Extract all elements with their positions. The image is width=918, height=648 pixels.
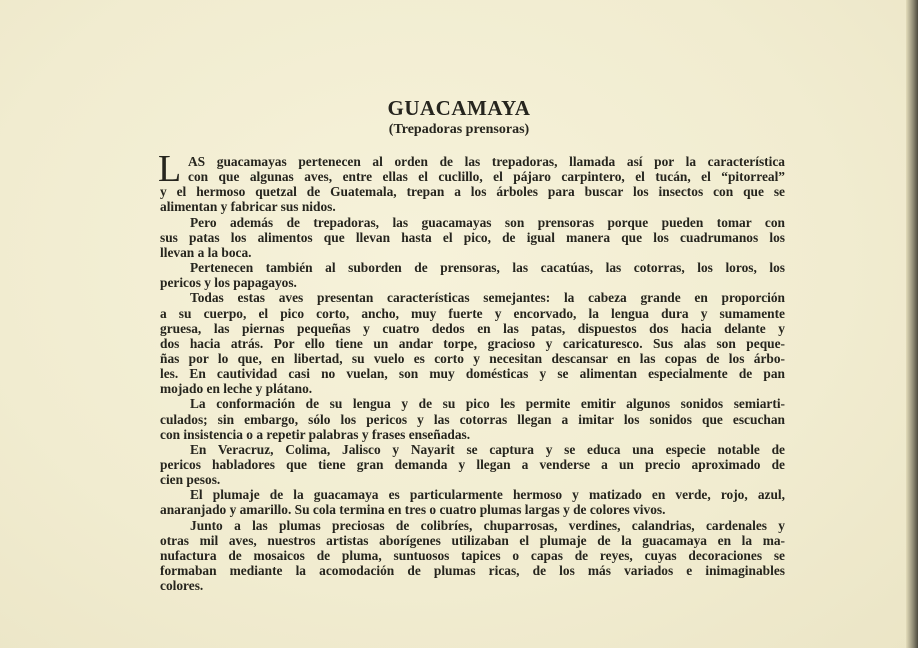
text-line: sus patas los alimentos que llevan hasta el pico, de igual manera que los cuadrumanos los: [160, 229, 785, 245]
text-line: La conformación de su lengua y de su pico les permite emitir algunos sonidos semiarti-: [190, 396, 785, 412]
text-line: cien pesos.: [160, 472, 221, 488]
text-line: anaranjado y amarillo. Su cola termina en tres o cuatro plumas largas y de colores vivos.: [160, 502, 666, 518]
text-line: otras mil aves, nuestros artistas aborígenes utilizaban el plumaje de la guacamaya en la ma-: [160, 532, 785, 548]
text-line: Junto a las plumas preciosas de colibríes, chuparrosas, verdines, calandrias, cardenales y: [190, 517, 785, 533]
text-line: con insistencia o a repetir palabras y frases enseñadas.: [160, 426, 471, 442]
text-line: formaban mediante la acomodación de plumas ricas, de los más variados e inimaginables: [160, 563, 785, 579]
text-line: Pertenecen también al suborden de prensoras, las cacatúas, las cotorras, los loros, los: [190, 260, 785, 276]
text-line: colores.: [160, 578, 204, 594]
text-line: con que algunas aves, entre ellas el cuclillo, el pájaro carpintero, el tucán, el “pitorreal”: [188, 169, 785, 185]
page-title: GUACAMAYA: [387, 96, 531, 120]
text-line: les. En cautividad casi no vuelan, son muy domésticas y se alimentan especialmente de pan: [160, 366, 785, 382]
text-line: ñas por lo que, en libertad, su vuelo es corto y necesitan descansar en las copas de los árbo-: [160, 350, 785, 366]
text-line: llevan a la boca.: [160, 244, 252, 260]
text-line: nufactura de mosaicos de pluma, suntuosos tapices o capas de reyes, cuyas decoraciones se: [160, 547, 785, 563]
text-line: mojado en leche y plátano.: [160, 381, 313, 397]
text-line: y el hermoso quetzal de Guatemala, trepan a los árboles para buscar los insectos con que se: [160, 184, 785, 200]
drop-cap: L: [158, 148, 182, 190]
text-line: En Veracruz, Colima, Jalisco y Nayarit se captura y se educa una especie notable de: [190, 441, 785, 457]
text-line: Pero además de trepadoras, las guacamayas son prensoras porque pueden tomar con: [190, 214, 785, 230]
text-line: Todas estas aves presentan características semejantes: la cabeza grande en proporción: [190, 290, 785, 306]
text-line: dos hacia atrás. Por ello tiene un andar torpe, gracioso y caricaturesco. Sus alas son peque-: [160, 335, 785, 351]
text-line: a su cuerpo, el pico corto, ancho, muy fuerte y encorvado, la lengua dura y sumamente: [160, 305, 785, 321]
text-line: pericos habladores que tiene gran demanda y llegan a venderse a un precio aproximado de: [160, 457, 785, 472]
text-line: alimentan y fabricar sus nidos.: [160, 199, 336, 215]
page-subtitle: (Trepadoras prensoras): [388, 122, 530, 137]
text-line: gruesa, las piernas pequeñas y cuatro dedos en las patas, dispuestos dos hacia delante y: [160, 320, 785, 336]
text-line: El plumaje de la guacamaya es particularmente hermoso y matizado en verde, rojo, azul,: [190, 487, 785, 503]
text-line: AS guacamayas pertenecen al orden de las trepadoras, llamada así por la característica: [188, 154, 785, 169]
text-line: culados; sin embargo, sólo los pericos y las cotorras llegan a imitar los sonidos que escuchan: [160, 411, 785, 427]
text-line: pericos y los papagayos.: [160, 275, 297, 291]
